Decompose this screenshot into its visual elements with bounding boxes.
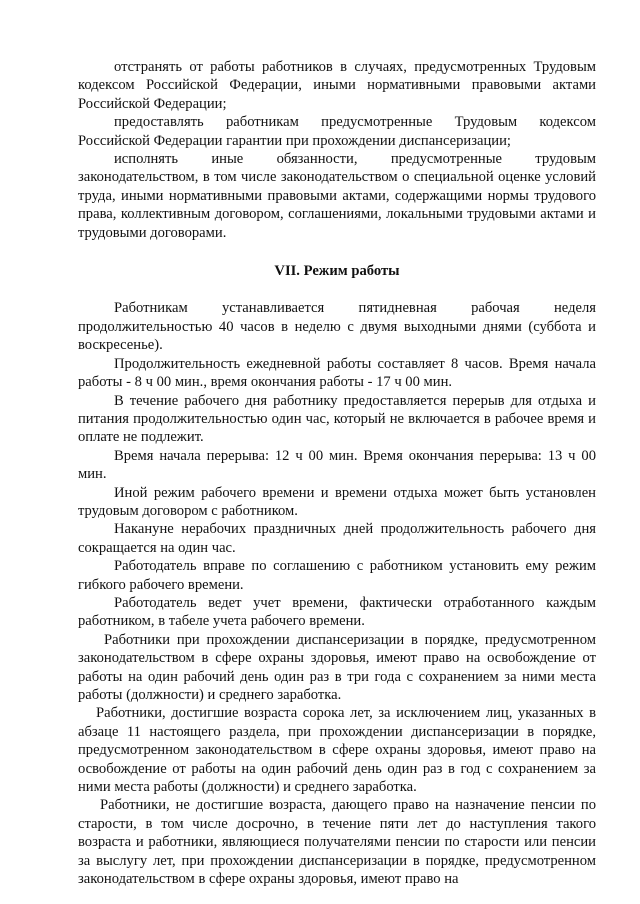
paragraph-timesheet: Работодатель ведет учет времени, фактически отработанного каждым работником, в табеле учета рабочего времени. bbox=[78, 594, 596, 630]
paragraph-lunch-break: В течение рабочего дня работнику предоставляется перерыв для отдыха и питания продолжительностью один час, который не включается в рабочее время и оплате не подлежит. bbox=[78, 392, 596, 446]
paragraph-daily-hours: Продолжительность ежедневной работы составляет 8 часов. Время начала работы - 8 ч 00 мин., время окончания работы - 17 ч 00 мин. bbox=[78, 355, 596, 391]
document-page bbox=[78, 58, 596, 888]
paragraph-dispensary-pension: Работники, не достигшие возраста, дающего право на назначение пенсии по старости, в том числе досрочно, в течение пяти лет до наступления такого возраста и работники, являющиеся получателями пенсии по старости или пенсии за выслугу лет, при прохождении диспансеризации в порядке, предусмотренном законодательством в сфере охраны здоровья, имеют право на bbox=[78, 797, 596, 888]
paragraph-pre-holiday: Накануне нерабочих праздничных дней продолжительность рабочего дня сокращается на один час. bbox=[78, 521, 596, 556]
section-heading: VII. Режим работы bbox=[274, 263, 400, 280]
paragraph-break-time: Время начала перерыва: 12 ч 00 мин. Время окончания перерыва: 13 ч 00 мин. bbox=[78, 447, 596, 483]
paragraph-dispensary-forty: Работники, достигшие возраста сорока лет, за исключением лиц, указанных в абзаце 11 настоящего раздела, при прохождении диспансеризации в порядке, предусмотренном законодательством в сфере охраны здоровья, имеют право на освобождение от работы на один рабочий день один раз в год с сохранением за ними места работы (должности) и среднего заработка. bbox=[78, 705, 596, 796]
paragraph-flexible-time: Работодатель вправе по соглашению с работником установить ему режим гибкого рабочего времени. bbox=[78, 558, 596, 593]
paragraph-suspend-workers: отстранять от работы работников в случаях, предусмотренных Трудовым кодексом Российской Федерации, иными нормативными правовыми актами Российской Федерации; bbox=[78, 59, 596, 112]
paragraph-other-duties: исполнять иные обязанности, предусмотренные трудовым законодательством, в том числе законодательством о специальной оценке условий труда, иными нормативными правовыми актами, содержащими нормы трудового права, коллективным договором, соглашениями, локальными трудовыми актами и трудовыми договорами. bbox=[78, 151, 596, 241]
paragraph-provide-guarantees: предоставлять работникам предусмотренные Трудовым кодексом Российской Федерации гарантии при прохождении диспансеризации; bbox=[78, 114, 596, 149]
paragraph-other-regime: Иной режим рабочего времени и времени отдыха может быть установлен трудовым договором с работником. bbox=[78, 484, 596, 519]
paragraph-dispensary-three-years: Работники при прохождении диспансеризации в порядке, предусмотренном законодательством в сфере охраны здоровья, имеют право на освобождение от работы на один рабочий день один раз в три года с сохранением за ними места работы (должности) и среднего заработка. bbox=[78, 631, 596, 703]
paragraph-work-week: Работникам устанавливается пятидневная рабочая неделя продолжительностью 40 часов в неделю с двумя выходными днями (суббота и воскресенье). bbox=[78, 300, 596, 354]
